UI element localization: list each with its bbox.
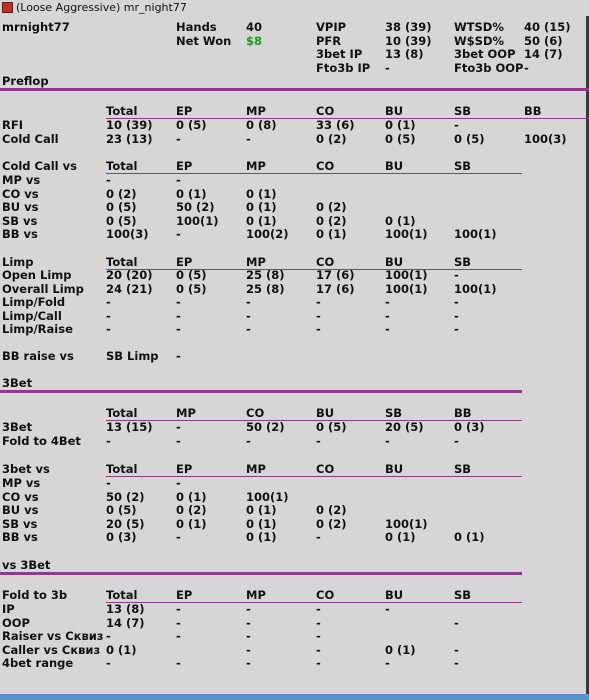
row-label: CO vs bbox=[2, 490, 39, 504]
table-cell: 0 (3) bbox=[106, 530, 137, 544]
table-cell: - bbox=[106, 476, 111, 490]
table-cell: - bbox=[385, 309, 390, 323]
vpip-value: 38 (39) bbox=[385, 20, 432, 34]
row-label: Caller vs Сквиз bbox=[2, 643, 101, 657]
table-cell: - bbox=[316, 643, 321, 657]
coldcall-vs-header-cell: SB bbox=[454, 159, 472, 173]
table-cell: 0 (1) bbox=[176, 187, 207, 201]
table-cell: 0 (1) bbox=[385, 530, 416, 544]
table-cell: - bbox=[454, 643, 459, 657]
table-cell: 0 (1) bbox=[385, 214, 416, 228]
table-cell: - bbox=[176, 616, 181, 630]
table-cell: - bbox=[246, 602, 251, 616]
vpip-label: VPIP bbox=[316, 20, 347, 34]
table-cell: 50 (2) bbox=[106, 490, 145, 504]
fto3b-ip-label: Fto3b IP bbox=[316, 61, 371, 75]
row-label: Fold to 4Bet bbox=[2, 434, 81, 448]
row-label: 4bet range bbox=[2, 656, 74, 670]
vs3bet-header-cell: BU bbox=[385, 588, 404, 602]
taskbar-strip bbox=[0, 694, 589, 700]
table-cell: - bbox=[106, 322, 111, 336]
app-icon bbox=[2, 2, 13, 13]
table-cell: - bbox=[454, 268, 459, 282]
coldcall-vs-header-cell: CO bbox=[316, 159, 335, 173]
preflop-header-cell: SB bbox=[454, 104, 472, 118]
row-label: OOP bbox=[2, 616, 30, 630]
table-cell: - bbox=[316, 434, 321, 448]
coldcall-vs-header-cell: MP bbox=[246, 159, 266, 173]
table-cell: 33 (6) bbox=[316, 118, 355, 132]
wtsd-value: 40 (15) bbox=[524, 20, 571, 34]
threebet-oop-value: 14 (7) bbox=[524, 47, 563, 61]
table-cell: - bbox=[246, 434, 251, 448]
vs3bet-header-cell: EP bbox=[176, 588, 193, 602]
table-cell: 50 (2) bbox=[176, 200, 215, 214]
limp-header-cell: BU bbox=[385, 255, 404, 269]
table-cell: - bbox=[316, 530, 321, 544]
table-cell: 0 (1) bbox=[246, 200, 277, 214]
row-label: BB vs bbox=[2, 530, 38, 544]
bb-raise-sub: SB Limp bbox=[106, 349, 159, 363]
table-cell: 10 (39) bbox=[106, 118, 153, 132]
vs3bet-header-cell: Fold to 3b bbox=[2, 588, 68, 602]
table-cell: - bbox=[385, 322, 390, 336]
pfr-value: 10 (39) bbox=[385, 34, 432, 48]
table-cell: - bbox=[454, 118, 459, 132]
coldcall-vs-header-cell: Total bbox=[106, 159, 138, 173]
vs3bet-header-cell: Total bbox=[106, 588, 138, 602]
table-cell: 20 (20) bbox=[106, 268, 153, 282]
table-cell: 0 (5) bbox=[106, 200, 137, 214]
table-cell: 0 (5) bbox=[106, 214, 137, 228]
table-cell: 13 (15) bbox=[106, 420, 153, 434]
table-cell: - bbox=[176, 656, 181, 670]
table-cell: - bbox=[385, 602, 390, 616]
threebet-vs-header-cell: EP bbox=[176, 462, 193, 476]
table-cell: 0 (2) bbox=[176, 503, 207, 517]
table-cell: - bbox=[176, 629, 181, 643]
table-cell: - bbox=[454, 616, 459, 630]
table-cell: 0 (5) bbox=[176, 118, 207, 132]
table-cell: 0 (1) bbox=[246, 214, 277, 228]
threebet-vs-header-cell: Total bbox=[106, 462, 138, 476]
table-cell: 0 (5) bbox=[106, 503, 137, 517]
table-cell: 100(1) bbox=[385, 227, 428, 241]
netwon-label: Net Won bbox=[176, 34, 232, 48]
table-cell: 100(1) bbox=[454, 227, 497, 241]
table-cell: - bbox=[176, 434, 181, 448]
table-cell: 17 (6) bbox=[316, 282, 355, 296]
row-label: RFI bbox=[2, 118, 23, 132]
table-cell: - bbox=[176, 530, 181, 544]
table-cell: 0 (1) bbox=[176, 517, 207, 531]
wtsd-label: WTSD% bbox=[454, 20, 504, 34]
table-cell: 100(1) bbox=[385, 268, 428, 282]
table-cell: - bbox=[454, 434, 459, 448]
vs3bet-separator bbox=[0, 572, 522, 575]
threebet-vs-header-underline bbox=[106, 476, 522, 477]
row-label: MP vs bbox=[2, 173, 41, 187]
threebet-vs-header-cell: 3bet vs bbox=[2, 462, 50, 476]
title-bar bbox=[0, 0, 589, 16]
table-cell: - bbox=[106, 656, 111, 670]
row-label: Limp/Fold bbox=[2, 295, 66, 309]
table-cell: - bbox=[246, 629, 251, 643]
table-cell: - bbox=[454, 295, 459, 309]
threebet-header-cell: CO bbox=[246, 406, 265, 420]
table-cell: 100(3) bbox=[106, 227, 149, 241]
row-label: Cold Call bbox=[2, 132, 59, 146]
wsd-value: 50 (6) bbox=[524, 34, 563, 48]
threebet-separator bbox=[0, 390, 522, 393]
table-cell: 0 (1) bbox=[454, 530, 485, 544]
table-cell: 0 (5) bbox=[176, 268, 207, 282]
coldcall-vs-header-cell: EP bbox=[176, 159, 193, 173]
table-cell: 25 (8) bbox=[246, 282, 285, 296]
table-cell: 0 (2) bbox=[316, 503, 347, 517]
table-cell: - bbox=[454, 656, 459, 670]
table-cell: 100(1) bbox=[454, 282, 497, 296]
table-cell: - bbox=[316, 616, 321, 630]
hands-value: 40 bbox=[246, 20, 263, 34]
vs3bet-header-cell: MP bbox=[246, 588, 266, 602]
limp-header-cell: EP bbox=[176, 255, 193, 269]
table-cell: - bbox=[246, 132, 251, 146]
player-name: mrnight77 bbox=[2, 20, 70, 34]
table-cell: - bbox=[106, 173, 111, 187]
fto3b-ip-value: - bbox=[385, 61, 390, 75]
table-cell: - bbox=[246, 616, 251, 630]
table-cell: 25 (8) bbox=[246, 268, 285, 282]
netwon-value: $8 bbox=[246, 34, 263, 48]
limp-header-cell: Limp bbox=[2, 255, 34, 269]
row-label: 3Bet bbox=[2, 420, 33, 434]
threebet-header-cell: BB bbox=[454, 406, 472, 420]
table-cell: - bbox=[176, 322, 181, 336]
row-label: BU vs bbox=[2, 200, 39, 214]
table-cell: 20 (5) bbox=[106, 517, 145, 531]
threebet-title: 3Bet bbox=[2, 376, 33, 390]
wsd-label: W$SD% bbox=[454, 34, 505, 48]
table-cell: 20 (5) bbox=[385, 420, 424, 434]
table-cell: 100(1) bbox=[176, 214, 219, 228]
pfr-label: PFR bbox=[316, 34, 342, 48]
row-label: Open Limp bbox=[2, 268, 72, 282]
table-cell: - bbox=[246, 656, 251, 670]
bb-raise-label: BB raise vs bbox=[2, 349, 74, 363]
vs3bet-header-cell: CO bbox=[316, 588, 335, 602]
window-title: (Loose Aggressive) mr_night77 bbox=[16, 1, 187, 14]
row-label: MP vs bbox=[2, 476, 41, 490]
table-cell: - bbox=[246, 295, 251, 309]
table-cell: 13 (8) bbox=[106, 602, 145, 616]
preflop-separator bbox=[0, 88, 589, 91]
limp-header-underline bbox=[106, 269, 522, 270]
table-cell: - bbox=[316, 629, 321, 643]
table-cell: 0 (1) bbox=[316, 227, 347, 241]
table-cell: - bbox=[385, 295, 390, 309]
table-cell: - bbox=[106, 295, 111, 309]
table-cell: 0 (5) bbox=[454, 132, 485, 146]
table-cell: 100(1) bbox=[385, 517, 428, 531]
table-cell: 23 (13) bbox=[106, 132, 153, 146]
limp-header-cell: Total bbox=[106, 255, 138, 269]
threebet-vs-header-cell: MP bbox=[246, 462, 266, 476]
fto3b-oop-label: Fto3b OOP bbox=[454, 61, 524, 75]
table-cell: - bbox=[316, 656, 321, 670]
row-label: Raiser vs Сквиз bbox=[2, 629, 104, 643]
table-cell: - bbox=[385, 434, 390, 448]
table-cell: 0 (2) bbox=[316, 214, 347, 228]
table-cell: 14 (7) bbox=[106, 616, 145, 630]
preflop-header-cell: CO bbox=[316, 104, 335, 118]
table-cell: - bbox=[454, 309, 459, 323]
coldcall-vs-header-underline bbox=[106, 173, 522, 174]
table-cell: - bbox=[106, 629, 111, 643]
table-cell: - bbox=[176, 173, 181, 187]
table-cell: - bbox=[385, 656, 390, 670]
table-cell: - bbox=[106, 309, 111, 323]
table-cell: 0 (1) bbox=[385, 643, 416, 657]
limp-header-cell: CO bbox=[316, 255, 335, 269]
table-cell: 0 (2) bbox=[316, 132, 347, 146]
table-cell: - bbox=[316, 602, 321, 616]
row-label: Limp/Call bbox=[2, 309, 62, 323]
preflop-header-cell: EP bbox=[176, 104, 193, 118]
table-cell: 0 (1) bbox=[176, 490, 207, 504]
table-cell: - bbox=[106, 434, 111, 448]
table-cell: 0 (5) bbox=[176, 282, 207, 296]
threebet-vs-header-cell: CO bbox=[316, 462, 335, 476]
table-cell: - bbox=[176, 602, 181, 616]
table-cell: 0 (1) bbox=[246, 517, 277, 531]
row-label: SB vs bbox=[2, 214, 38, 228]
threebet-header-cell: MP bbox=[176, 406, 196, 420]
table-cell: 0 (1) bbox=[246, 530, 277, 544]
table-cell: 100(1) bbox=[246, 490, 289, 504]
table-cell: 0 (5) bbox=[385, 132, 416, 146]
table-cell: 0 (2) bbox=[316, 200, 347, 214]
threebet-oop-label: 3bet OOP bbox=[454, 47, 516, 61]
table-cell: - bbox=[246, 309, 251, 323]
table-cell: 0 (1) bbox=[246, 187, 277, 201]
table-cell: - bbox=[454, 322, 459, 336]
table-cell: 50 (2) bbox=[246, 420, 285, 434]
vs3bet-header-cell: SB bbox=[454, 588, 472, 602]
table-cell: - bbox=[246, 322, 251, 336]
row-label: SB vs bbox=[2, 517, 38, 531]
row-label: Limp/Raise bbox=[2, 322, 73, 336]
table-cell: - bbox=[176, 227, 181, 241]
coldcall-vs-header-cell: Cold Call vs bbox=[2, 159, 77, 173]
threebet-header-cell: SB bbox=[385, 406, 403, 420]
vs3bet-header-underline bbox=[106, 602, 522, 603]
table-cell: 100(2) bbox=[246, 227, 289, 241]
threebet-header-cell: BU bbox=[316, 406, 335, 420]
row-label: Overall Limp bbox=[2, 282, 84, 296]
hands-label: Hands bbox=[176, 20, 217, 34]
threebet-header-cell: Total bbox=[106, 406, 138, 420]
row-label: BB vs bbox=[2, 227, 38, 241]
bb-raise-value: - bbox=[176, 349, 181, 363]
preflop-title: Preflop bbox=[2, 74, 49, 88]
table-cell: - bbox=[176, 420, 181, 434]
table-cell: - bbox=[316, 295, 321, 309]
table-cell: 0 (2) bbox=[316, 517, 347, 531]
table-cell: 0 (5) bbox=[316, 420, 347, 434]
table-cell: - bbox=[316, 322, 321, 336]
preflop-header-cell: Total bbox=[106, 104, 138, 118]
table-cell: 0 (1) bbox=[246, 503, 277, 517]
table-cell: 0 (8) bbox=[246, 118, 277, 132]
vs3bet-title: vs 3Bet bbox=[2, 558, 51, 572]
table-cell: 0 (1) bbox=[106, 643, 137, 657]
preflop-header-cell: BU bbox=[385, 104, 404, 118]
table-cell: - bbox=[176, 132, 181, 146]
table-cell: - bbox=[176, 295, 181, 309]
limp-header-cell: MP bbox=[246, 255, 266, 269]
table-cell: 0 (3) bbox=[454, 420, 485, 434]
fto3b-oop-value: - bbox=[524, 61, 529, 75]
table-cell: 24 (21) bbox=[106, 282, 153, 296]
coldcall-vs-header-cell: BU bbox=[385, 159, 404, 173]
table-cell: 100(1) bbox=[385, 282, 428, 296]
table-cell: 17 (6) bbox=[316, 268, 355, 282]
table-cell: 100(3) bbox=[524, 132, 567, 146]
table-cell: - bbox=[316, 309, 321, 323]
table-cell: - bbox=[176, 476, 181, 490]
threebet-ip-value: 13 (8) bbox=[385, 47, 424, 61]
preflop-header-cell: MP bbox=[246, 104, 266, 118]
table-cell: - bbox=[246, 643, 251, 657]
threebet-vs-header-cell: BU bbox=[385, 462, 404, 476]
row-label: IP bbox=[2, 602, 15, 616]
row-label: CO vs bbox=[2, 187, 39, 201]
row-label: BU vs bbox=[2, 503, 39, 517]
table-cell: - bbox=[176, 309, 181, 323]
threebet-vs-header-cell: SB bbox=[454, 462, 472, 476]
preflop-header-cell: BB bbox=[524, 104, 542, 118]
table-cell: 0 (1) bbox=[385, 118, 416, 132]
limp-header-cell: SB bbox=[454, 255, 472, 269]
table-cell: 0 (2) bbox=[106, 187, 137, 201]
threebet-ip-label: 3bet IP bbox=[316, 47, 363, 61]
